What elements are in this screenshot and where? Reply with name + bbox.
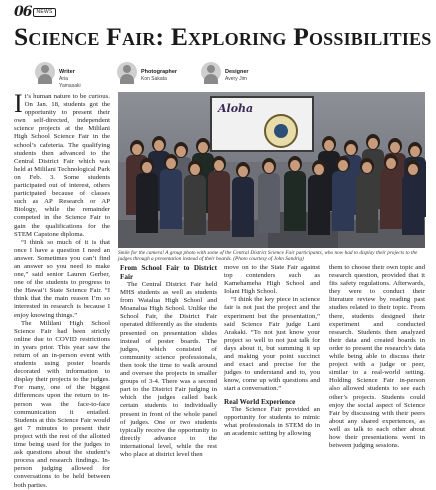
section-label: NEWS	[33, 8, 55, 17]
byline-role: Writer	[59, 68, 75, 75]
avatar	[35, 62, 55, 82]
article-paragraph: The Central District Fair held MHS students as well as students from Waialua High School and Moanalua High School. Unlike the School Fair, the District Fair operated differently as the students presented on presentation slides instead of poster boards. The judges, which consisted of community science professionals, then took the time to walk around and oversee the projects in smaller groups of 3-4. There was a second part to the District Fair judging in which the judges called back certain students to individually present in front of the whole panel of judges. One or two students typically receive the opportunity to directly advance to the international level, while the rest who place at district level then	[120, 281, 217, 458]
subheading-district-fair: From School Fair to District Fair	[120, 264, 217, 281]
article-paragraph: “I think the key piece in science fair is not just the project and the experiment but the presentation,” said Science Fair judge Lani Arakaki. “To not just know your project so well to not just talk for days about it, but summing it up and making your point succinct and exact and precise for the judges to understand and to, you know, come up with questions and start a conversation.”	[224, 296, 320, 393]
photo-caption: Smile for the camera! A group photo with some of the Central District Science Fair participants, who now had to display their projects to the judges through a presentation instead of their boards. (Photo courtesy of John Sandrig)	[118, 250, 418, 263]
article-column-2	[120, 264, 217, 459]
headline: Science Fair: Exploring Possibilities	[14, 22, 432, 51]
article-column-4	[329, 264, 425, 450]
avatar	[117, 62, 137, 82]
seal-icon	[264, 114, 298, 148]
article-paragraph: The Mililani High School Science Fair had been strictly online due to COVID restrictions in years prior. This year saw the return of an in-person event with students using poster boards decorated with information to display their projects to the judges. For many, one of the biggest differences upon the return to in-person was the face-to-face communication it entailed. Students at this Science Fair would get 7 minutes to present their project with the rest of the allotted time being used for the judges to ask questions about the student’s process and research findings. In-person judging allowed for conversations to be held between both parties.	[14, 319, 110, 489]
page-number: 06	[14, 4, 32, 20]
byline-role: Photographer	[141, 68, 178, 75]
masthead	[14, 5, 56, 19]
byline-name: Kon Sakata	[141, 75, 167, 82]
avatar	[201, 62, 221, 82]
projector-screen	[210, 96, 314, 152]
byline-photographer	[117, 60, 177, 84]
article-column-1	[14, 89, 110, 490]
drop-cap: I	[14, 89, 23, 118]
byline-name: Aria Yamasaki	[59, 75, 81, 89]
article-paragraph: It’s human nature to be curious. On Jan. 18, students got the opportunity to present their own self-directed, independent science projects at the Mililani High School Science Fair in the school’s cafeteria. The qualifying students then advanced to the Central District Fair which was held at Mililani Technological Park on Feb. 3. Some students participated out of interest, others participated because of classes such as AP Research or AP Biology, while the remainder competed in the Science Fair to gain the qualifications for the STEM Capstone diploma.	[14, 89, 110, 238]
byline-name: Avery Jim	[225, 75, 247, 82]
article-column-3	[224, 264, 320, 438]
subheading-real-world: Real World Experience	[224, 397, 296, 406]
byline-writer	[35, 60, 81, 89]
byline-designer	[201, 60, 249, 84]
group-photo	[118, 92, 425, 248]
byline-role: Designer	[225, 68, 249, 75]
screen-logo: Aloha	[218, 102, 254, 115]
article-paragraph: “I think so much of it is that once I have a question I need an answer. Sometimes you can’t find an answer so you need to make one,” said senior Lauren Gerber, one of the students to progress to the Hawai‘i State Science Fair. “I think that the main reason I’m so interested in research is because I enjoy knowing things.”	[14, 238, 110, 319]
article-paragraph: The Science Fair provided an opportunity for students to mimic what professionals in STEM do in an academic setting by allowing	[224, 406, 320, 438]
article-paragraph: them to choose their own topic and research question, provided that it fits safety regulations. Afterwards, they were to conduct their literature review by reading past studies related to their topic. From there, students designed their experiment and conducted research. Students then analyzed their data and created boards in order to present the research’s data while being able to discuss their project with a judge or peer, similar to a real-world setting. Holding Science Fair in-person also allowed students to see each other’s projects. Students could enjoy the social aspect of Science Fair by discussing with their peers about any shared experiences, as well as talk to each other about how their presentations went in between judging sessions.	[329, 264, 425, 450]
article-paragraph: move on to the State Fair against top contenders such as Kamehameha High School and Iolani High School.	[224, 264, 320, 296]
